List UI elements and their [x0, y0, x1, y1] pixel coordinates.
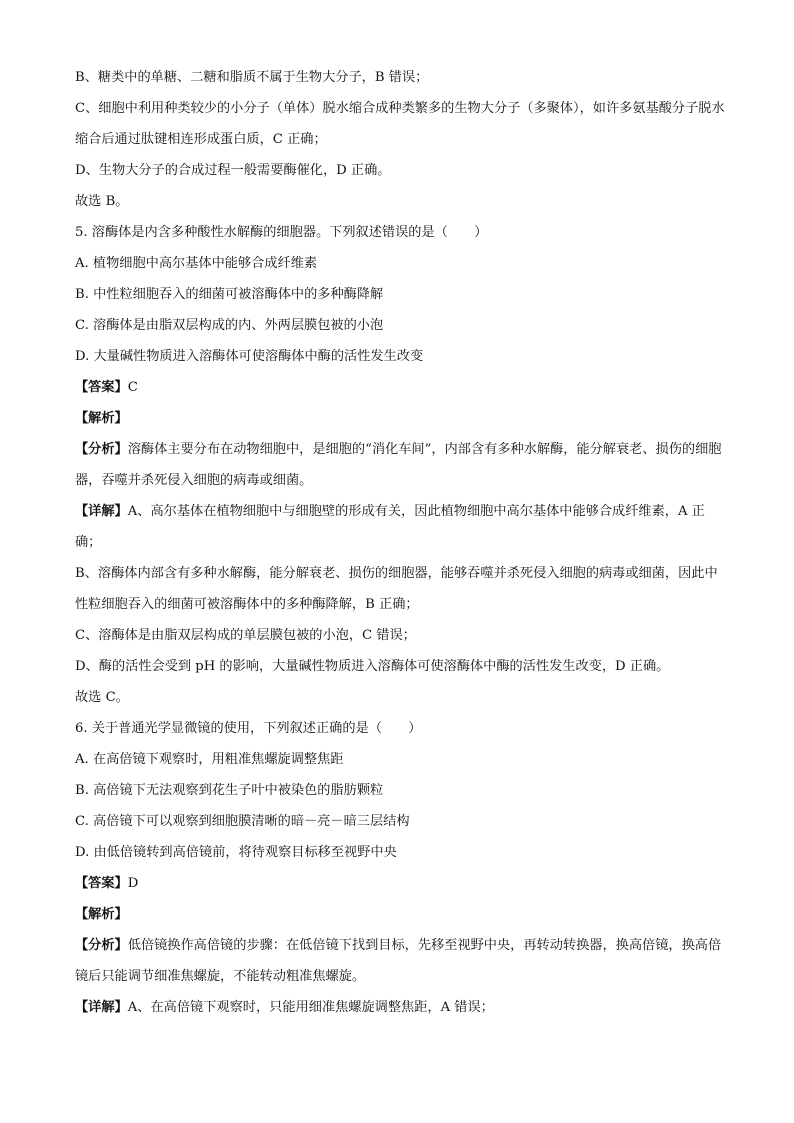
fenxi-label: 【分析】: [75, 938, 128, 953]
answer-label: 【答案】: [75, 380, 128, 395]
question-5-answer: [75, 372, 725, 403]
xiangjie-label: 【详解】: [75, 1000, 128, 1015]
question-5-stem: 5. 溶酶体是内含多种酸性水解酶的细胞器。下列叙述错误的是（ ）: [75, 225, 488, 240]
question-6-xiangjie: [75, 992, 725, 1023]
answer-label: 【答案】: [75, 876, 128, 891]
analysis-label: 【解析】: [75, 411, 128, 426]
question-5-option-c: C. 溶酶体是由脂双层构成的内、外两层膜包被的小泡: [75, 318, 384, 333]
fenxi-text: 低倍镜换作高倍镜的步骤：在低倍镜下找到目标，先移至视野中央，再转动转换器，换高倍镜，换高倍镜后只能调节细准焦螺旋，不能转动粗准焦螺旋。: [75, 938, 722, 984]
text-line: D、酶的活性会受到 pH 的影响，大量碱性物质进入溶酶体可使溶酶体中酶的活性发生改变，D 正确。: [75, 659, 670, 674]
question-5-option-b: B. 中性粒细胞吞入的细菌可被溶酶体中的多种酶降解: [75, 287, 384, 302]
question-6-answer: [75, 868, 725, 899]
xiangjie-text: A、在高倍镜下观察时，只能用细准焦螺旋调整焦距，A 错误；: [127, 1000, 494, 1015]
question-6-option-a: A. 在高倍镜下观察时，用粗准焦螺旋调整焦距: [75, 752, 344, 767]
text-line: 故选 B。: [75, 194, 129, 209]
text-line: C、溶酶体是由脂双层构成的单层膜包被的小泡，C 错误；: [75, 628, 416, 643]
analysis-label: 【解析】: [75, 907, 128, 922]
fenxi-text: 溶酶体主要分布在动物细胞中，是细胞的“消化车间”，内部含有多种水解酶，能分解衰老、损伤的细胞器，吞噬并杀死侵入细胞的病毒或细菌。: [75, 442, 722, 488]
question-5-option-d: D. 大量碱性物质进入溶酶体可使溶酶体中酶的活性发生改变: [75, 349, 424, 364]
text-line: 故选 C。: [75, 690, 129, 705]
xiangjie-label: 【详解】: [75, 504, 128, 519]
question-6-analysis-heading: [75, 899, 725, 930]
question-6-option-d: D. 由低倍镜转到高倍镜前，将待观察目标移至视野中央: [75, 845, 397, 860]
question-6-stem: 6. 关于普通光学显微镜的使用，下列叙述正确的是（ ）: [75, 721, 422, 736]
fenxi-label: 【分析】: [75, 442, 128, 457]
page-content: [75, 62, 725, 1023]
answer-value: D: [127, 876, 139, 891]
text-line: C、细胞中利用种类较少的小分子（单体）脱水缩合成种类繁多的生物大分子（多聚体），如许多氨基酸分子脱水缩合后通过肽键相连形成蛋白质，C 正确；: [75, 101, 725, 147]
question-6-fenxi: [75, 930, 725, 992]
text-line: D、生物大分子的合成过程一般需要酶催化，D 正确。: [75, 163, 391, 178]
question-5-option-a: A. 植物细胞中高尔基体中能够合成纤维素: [75, 256, 318, 271]
text-line: B、糖类中的单糖、二糖和脂质不属于生物大分子，B 错误；: [75, 70, 429, 85]
question-6-option-c: C. 高倍镜下可以观察到细胞膜清晰的暗－亮－暗三层结构: [75, 814, 410, 829]
answer-value: C: [127, 380, 138, 395]
question-6-option-b: B. 高倍镜下无法观察到花生子叶中被染色的脂肪颗粒: [75, 783, 384, 798]
question-5-analysis-heading: [75, 403, 725, 434]
xiangjie-text: A、高尔基体在植物细胞中与细胞壁的形成有关，因此植物细胞中高尔基体中能够合成纤维素，A 正确；: [75, 504, 705, 550]
question-5-fenxi: [75, 434, 725, 496]
text-line: B、溶酶体内部含有多种水解酶，能分解衰老、损伤的细胞器，能够吞噬并杀死侵入细胞的病毒或细菌，因此中性粒细胞吞入的细菌可被溶酶体中的多种酶降解，B 正确；: [75, 566, 718, 612]
question-5-xiangjie: [75, 496, 725, 558]
